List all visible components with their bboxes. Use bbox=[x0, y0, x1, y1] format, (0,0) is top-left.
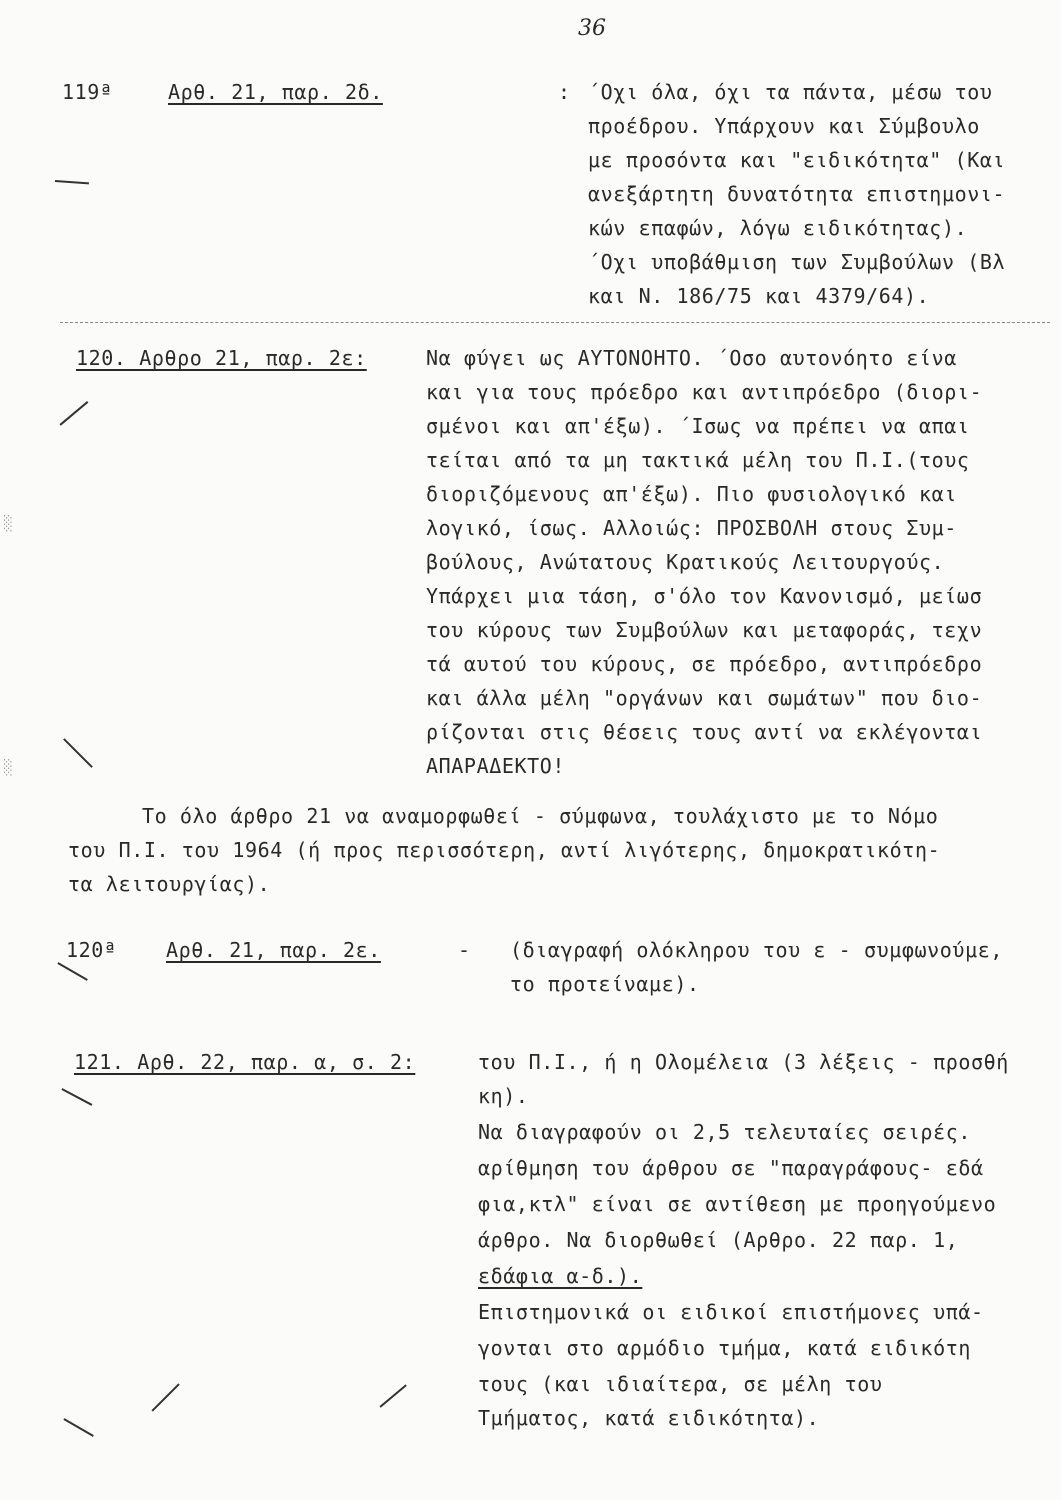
entry-120a-line: (διαγραφή ολόκληρου του ε - συμφωνούμε, bbox=[510, 938, 1003, 962]
entry-120-paragraph-line: του Π.Ι. του 1964 (ή προς περισσότερη, αντί λιγότερης, δημοκρατικότη- bbox=[68, 838, 941, 862]
entry-120-line: τείται από τα μη τακτικά μέλη του Π.Ι.(τους bbox=[426, 448, 970, 472]
entry-119a-reference: Αρθ. 21, παρ. 2δ. bbox=[168, 80, 383, 104]
entry-119a-line: ΄Οχι υποβάθμιση των Συμβούλων (Βλ bbox=[588, 250, 1006, 274]
entry-119a-line: κών επαφών, λόγω ειδικότητας). bbox=[588, 216, 968, 240]
entry-119a-line: ανεξάρτητη δυνατότητα επιστημονι- bbox=[588, 182, 1006, 206]
margin-tick-mark bbox=[55, 180, 89, 184]
entry-119a-line: προέδρου. Υπάρχουν και Σύμβουλο bbox=[588, 114, 980, 138]
entry-121-line: κη). bbox=[478, 1084, 529, 1108]
entry-119a-separator: : bbox=[558, 80, 571, 104]
entry-121-line: γονται στο αρμόδιο τμήμα, κατά ειδικότη bbox=[478, 1336, 971, 1360]
entry-120a-reference: Αρθ. 21, παρ. 2ε. bbox=[166, 938, 381, 962]
entry-121-line: Τμήματος, κατά ειδικότητα). bbox=[478, 1406, 820, 1430]
entry-119a-line: με προσόντα και "ειδικότητα" (Και bbox=[588, 148, 1006, 172]
entry-120-line: του κύρους των Συμβούλων και μεταφοράς, τεχν bbox=[426, 618, 983, 642]
entry-120a-line: το προτείναμε). bbox=[510, 972, 700, 996]
margin-tick-mark bbox=[379, 1384, 406, 1407]
entry-121-line: Να διαγραφούν οι 2,5 τελευταίες σειρές. bbox=[478, 1120, 971, 1144]
entry-120a-separator: - bbox=[458, 938, 471, 962]
entry-120-line: και άλλα μέλη "οργάνων και σωμάτων" που διο- bbox=[426, 686, 983, 710]
entry-121-line: φια,κτλ" είναι σε αντίθεση με προηγούμενο bbox=[478, 1192, 997, 1216]
entry-120a-number: 120ª bbox=[66, 938, 117, 962]
entry-119a-line: ΄Οχι όλα, όχι τα πάντα, μέσω του bbox=[588, 80, 993, 104]
entry-120-line: ρίζονται στις θέσεις τους αντί να εκλέγονται bbox=[426, 720, 983, 744]
entry-119a-number: 119ª bbox=[62, 80, 113, 104]
entry-121-line: αρίθμηση του άρθρου σε "παραγράφους- εδά bbox=[478, 1156, 984, 1180]
entry-119a-line: και Ν. 186/75 και 4379/64). bbox=[588, 284, 930, 308]
entry-120-reference: 120. Αρθρο 21, παρ. 2ε: bbox=[76, 346, 367, 370]
entry-120-line: τά αυτού του κύρους, σε πρόεδρο, αντιπρόεδρο bbox=[426, 652, 983, 676]
margin-tick-mark bbox=[59, 401, 88, 425]
entry-120-line: ΑΠΑΡΑΔΕΚΤΟ! bbox=[426, 754, 566, 778]
margin-tick-mark bbox=[58, 962, 88, 980]
margin-tick-mark bbox=[151, 1383, 179, 1411]
entry-120-line: Υπάρχει μια τάση, σ'όλο τον Κανονισμό, μείωσ bbox=[426, 584, 983, 608]
margin-tick-mark bbox=[62, 1088, 93, 1105]
entry-120-paragraph-line: τα λειτουργίας). bbox=[68, 872, 271, 896]
entry-121-line: εδάφια α-δ.). bbox=[478, 1264, 643, 1288]
margin-tick-mark bbox=[63, 738, 92, 767]
scan-speck: ░ bbox=[4, 516, 13, 532]
entry-120-paragraph-line: Το όλο άρθρο 21 να αναμορφωθεί - σύμφωνα, τουλάχιστο με το Νόμο bbox=[142, 804, 939, 828]
entry-120-line: σμένοι και απ'έξω). ΄Ισως να πρέπει να απαι bbox=[426, 414, 970, 438]
separator-rule bbox=[60, 322, 1050, 323]
page-number: 36 bbox=[578, 16, 606, 41]
entry-120-line: και για τους πρόεδρο και αντιπρόεδρο (διορι- bbox=[426, 380, 983, 404]
entry-121-line: άρθρο. Να διορθωθεί (Αρθρο. 22 παρ. 1, bbox=[478, 1228, 959, 1252]
entry-120-line: Να φύγει ως ΑΥΤΟΝΟΗΤΟ. ΄Οσο αυτονόητο είνα bbox=[426, 346, 957, 370]
entry-121-reference: 121. Αρθ. 22, παρ. α, σ. 2: bbox=[74, 1050, 416, 1074]
entry-121-line: του Π.Ι., ή η Ολομέλεια (3 λέξεις - προσθή bbox=[478, 1050, 1009, 1074]
entry-120-line: διοριζόμενους απ'έξω). Πιο φυσιολογικό και bbox=[426, 482, 957, 506]
entry-120-line: λογικό, ίσως. Αλλοιώς: ΠΡΟΣΒΟΛΗ στους Συμ- bbox=[426, 516, 957, 540]
entry-121-line: τους (και ιδιαίτερα, σε μέλη του bbox=[478, 1372, 883, 1396]
entry-120-line: βούλους, Ανώτατους Κρατικούς Λειτουργούς. bbox=[426, 550, 945, 574]
margin-tick-mark bbox=[64, 1418, 94, 1436]
scan-speck: ░ bbox=[4, 760, 13, 776]
entry-121-line: Επιστημονικά οι ειδικοί επιστήμονες υπά- bbox=[478, 1300, 984, 1324]
